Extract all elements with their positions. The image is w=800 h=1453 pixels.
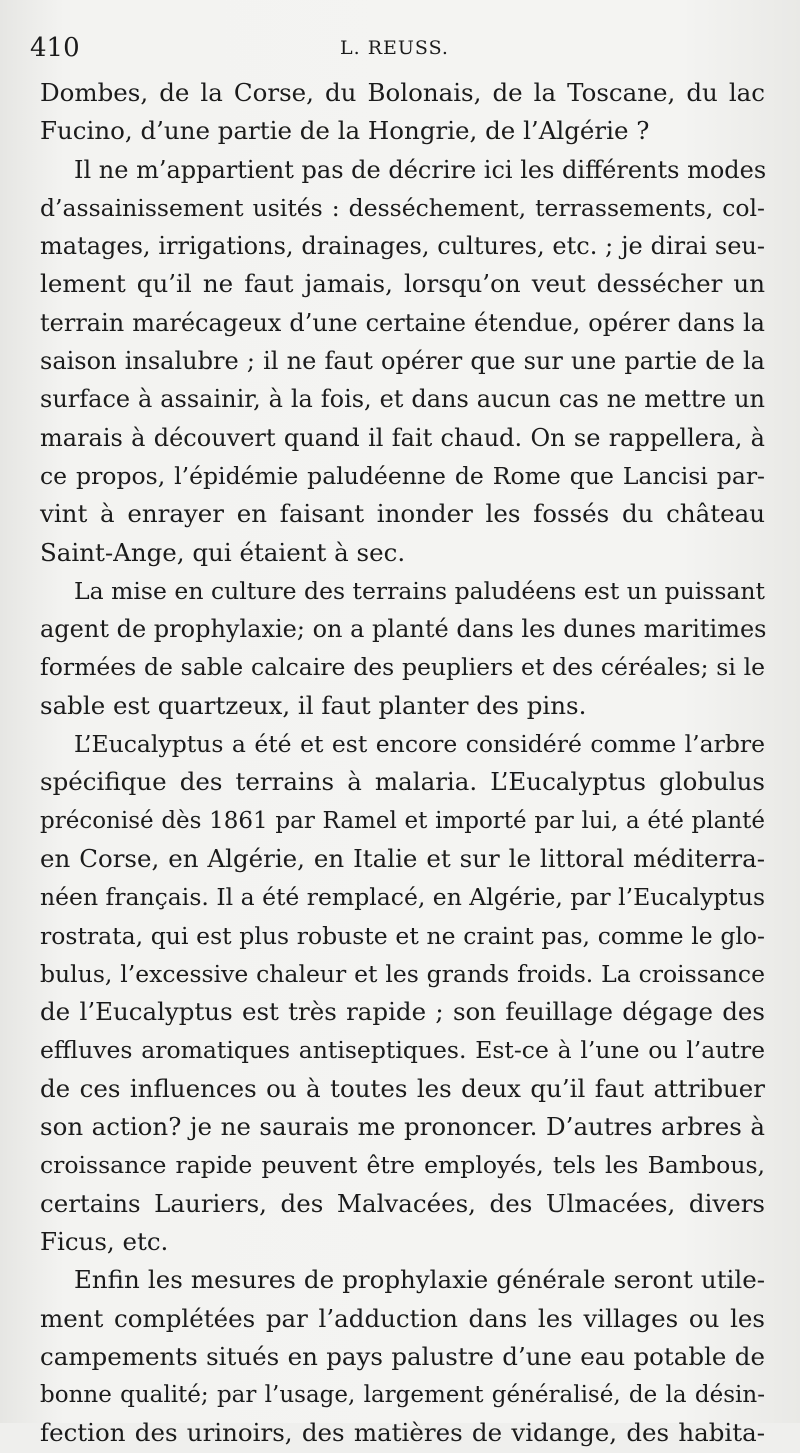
text-line: de ces influences ou à toutes les deux qu’il faut attribuer — [40, 1073, 765, 1103]
text-line: en Corse, en Algérie, en Italie et sur le littoral méditerra- — [40, 843, 765, 873]
page-body-text — [40, 74, 765, 1453]
text-line: bulus, l’excessive chaleur et les grands froids. La croissance — [40, 959, 765, 988]
text-line: Dombes, de la Corse, du Bolonais, de la Toscane, du lac — [40, 78, 765, 107]
text-line: Saint-Ange, qui étaient à sec. — [40, 537, 406, 567]
running-head: L. REUSS. — [340, 37, 449, 59]
text-line: surface à assainir, à la fois, et dans aucun cas ne mettre un — [40, 385, 765, 414]
text-line: vint à enrayer en faisant inonder les fossés du château — [40, 499, 765, 529]
text-line: rostrata, qui est plus robuste et ne craint pas, comme le glo- — [40, 921, 765, 950]
text-line: son action? je ne saurais me prononcer. D’autres arbres à — [40, 1112, 765, 1142]
text-line: campements situés en pays palustre d’une eau potable de — [40, 1341, 765, 1371]
text-line: terrain marécageux d’une certaine étendue, opérer dans la — [40, 308, 765, 337]
text-line: d’assainissement usités : desséchement, terrassements, col- — [40, 193, 765, 222]
text-line: néen français. Il a été remplacé, en Algérie, par l’Eucalyptus — [40, 883, 766, 912]
text-line: Il ne m’appartient pas de décrire ici les différents modes — [74, 155, 767, 184]
text-line: formées de sable calcaire des peupliers et des céréales; si le — [40, 653, 765, 682]
text-line: préconisé dès 1861 par Ramel et importé par lui, a été planté — [40, 807, 765, 834]
text-line: lement qu’il ne faut jamais, lorsqu’on veut dessécher un — [40, 269, 765, 299]
page-number: 410 — [30, 33, 80, 63]
text-line: sable est quartzeux, il faut planter des pins. — [40, 690, 587, 720]
text-line: agent de prophylaxie; on a planté dans les dunes maritimes — [40, 615, 767, 644]
text-line: certains Lauriers, des Malvacées, des Ulmacées, divers — [40, 1188, 765, 1218]
text-line: L’Eucalyptus a été et est encore considéré comme l’arbre — [74, 730, 765, 759]
text-line: ment complétées par l’adduction dans les villages ou les — [40, 1303, 765, 1333]
text-line: Fucino, d’une partie de la Hongrie, de l’Algérie ? — [40, 116, 650, 146]
text-line: Enfin les mesures de prophylaxie générale seront utile- — [74, 1265, 765, 1295]
page-header — [30, 28, 760, 68]
text-line: croissance rapide peuvent être employés, tels les Bambous, — [40, 1151, 765, 1180]
text-line: bonne qualité; par l’usage, largement généralisé, de la désin- — [40, 1382, 765, 1409]
text-line: effluves aromatiques antiseptiques. Est-ce à l’une ou l’autre — [40, 1036, 765, 1065]
text-line: matages, irrigations, drainages, cultures, etc. ; je dirai seu- — [40, 232, 765, 261]
text-line: de l’Eucalyptus est très rapide ; son feuillage dégage des — [40, 997, 765, 1027]
text-line: marais à découvert quand il fait chaud. On se rappellera, à — [40, 423, 765, 452]
text-line: saison insalubre ; il ne faut opérer que sur une partie de la — [40, 347, 765, 376]
text-line: ce propos, l’épidémie paludéenne de Rome que Lancisi par- — [40, 461, 765, 490]
text-line: Ficus, etc. — [40, 1226, 169, 1256]
text-line: fection des urinoirs, des matières de vidange, des habita- — [40, 1418, 765, 1448]
text-line: spécifique des terrains à malaria. L’Eucalyptus globulus — [40, 767, 765, 797]
text-line: La mise en culture des terrains paludéens est un puissant — [74, 576, 765, 605]
